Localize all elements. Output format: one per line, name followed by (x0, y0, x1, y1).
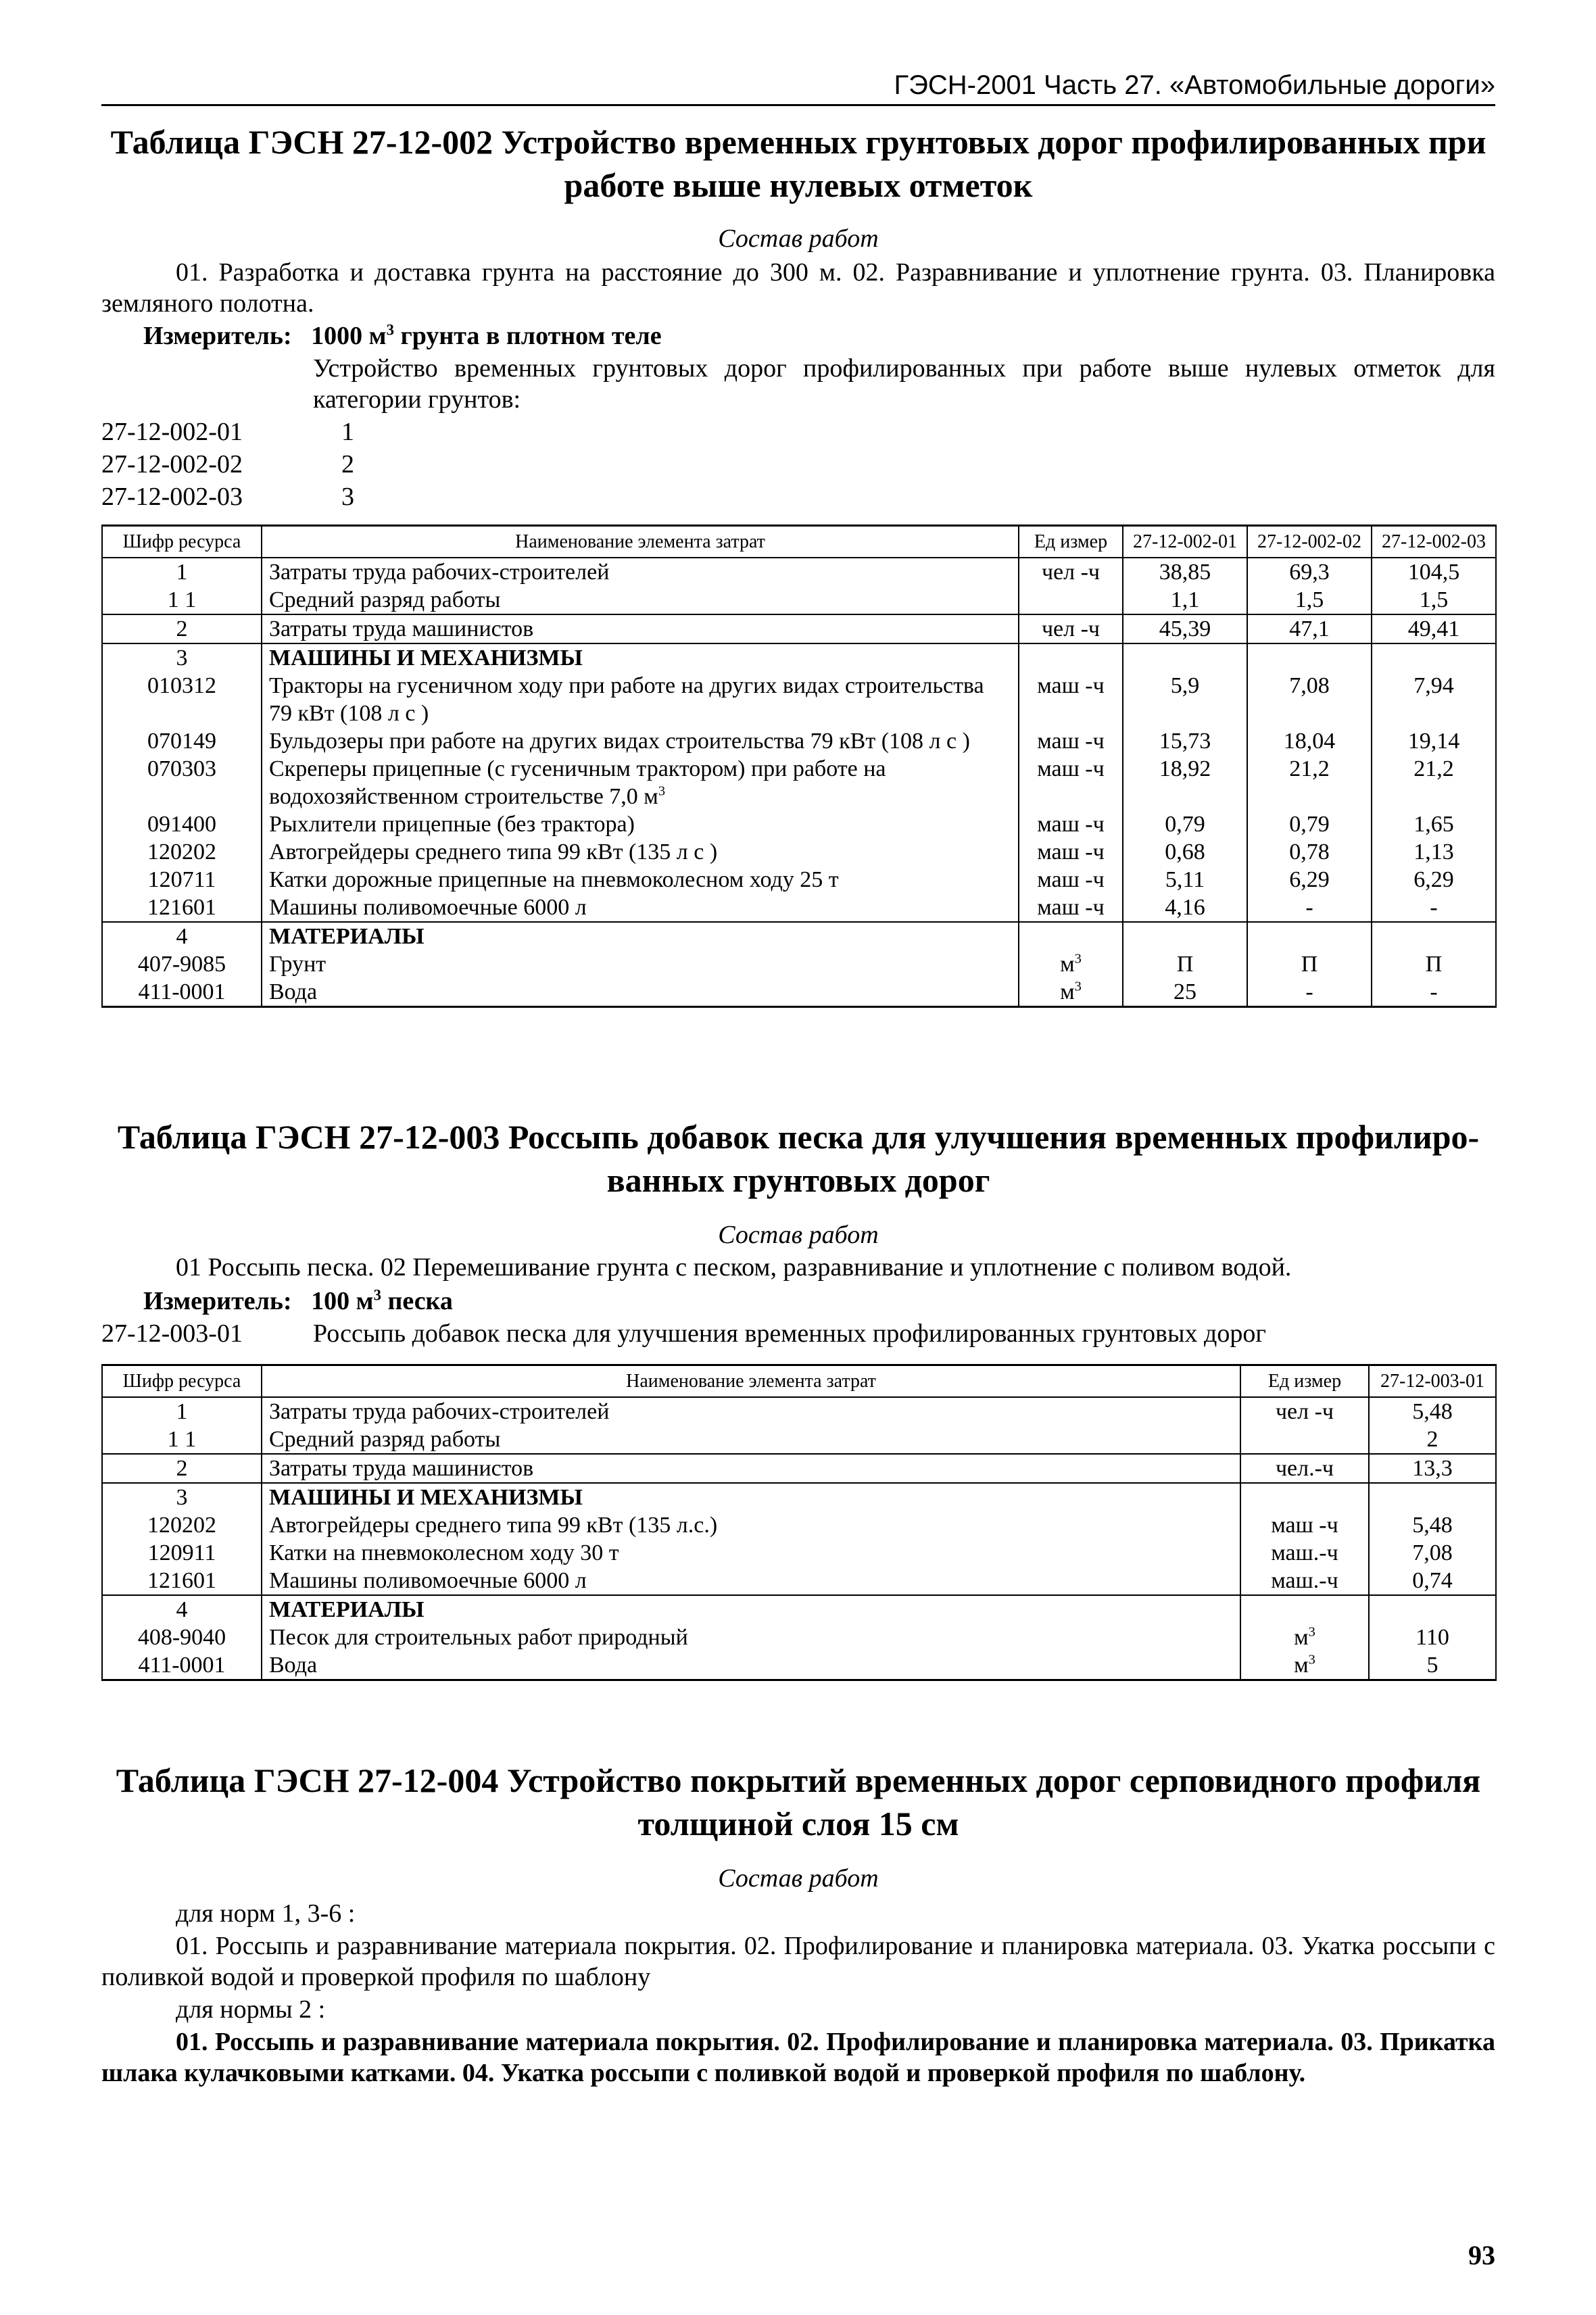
resource-name: Затраты труда рабочих-строителей (262, 558, 1019, 586)
resource-unit (1240, 1651, 1369, 1680)
value-norm-1: 45,39 (1123, 614, 1247, 643)
table-004-work-heading: Состав работ (718, 1864, 879, 1893)
unit-superscript: 3 (1308, 1624, 1315, 1640)
table-004-work-text-b: 01. Россыпь и разравнивание материала покрытия. 02. Профилирование и планировка материала. 03. Прикатка шлака кулачковыми катками. 04. Укатка россыпи с поливкой водой и проверкой профиля по шаблону. (101, 2028, 1495, 2087)
resource-code: 2 (102, 1454, 262, 1483)
value-norm-1: 5,9 (1123, 672, 1247, 727)
resource-code: 120911 (102, 1539, 262, 1567)
resource-code: 2 (102, 614, 262, 643)
value-norm-3: 7,94 (1372, 672, 1496, 727)
resource-code: 010312 (102, 672, 262, 727)
table-row (102, 866, 1496, 894)
value-norm-1: 1,1 (1123, 586, 1247, 614)
value-norm-2: - (1247, 978, 1372, 1007)
value-norm-1: 0,79 (1123, 810, 1247, 838)
value-norm-3: - (1372, 894, 1496, 922)
norm-code-line (101, 416, 243, 447)
resource-code: 407-9085 (102, 950, 262, 978)
col-header-norm-1: 27-12-003-01 (1369, 1365, 1496, 1398)
unit-text: м (1294, 1653, 1309, 1678)
section-title: МАТЕРИАЛЫ (262, 922, 1019, 950)
resource-code: 070149 (102, 727, 262, 755)
value-norm-2: 47,1 (1247, 614, 1372, 643)
table-002-title (101, 120, 1495, 207)
col-header-code: Шифр ресурса (102, 1365, 262, 1398)
norm-code-line (101, 481, 243, 512)
section-title: МАШИНЫ И МЕХАНИЗМЫ (262, 1483, 1240, 1511)
col-header-norm-3: 27-12-002-03 (1372, 526, 1496, 558)
measure-value: 1000 м (311, 322, 387, 350)
section-code: 4 (102, 922, 262, 950)
resource-unit: маш -ч (1019, 810, 1123, 838)
value-norm-3: 104,5 (1372, 558, 1496, 586)
value-norm-1: 110 (1369, 1624, 1496, 1651)
resource-table-003 (101, 1364, 1497, 1681)
measure-sup: 3 (386, 321, 394, 339)
resource-code: 091400 (102, 810, 262, 838)
value-norm-3: 1,5 (1372, 586, 1496, 614)
col-header-norm-1: 27-12-002-01 (1123, 526, 1247, 558)
table-row (102, 1511, 1496, 1539)
resource-code: 1 (102, 558, 262, 586)
value-norm-3: 1,13 (1372, 838, 1496, 866)
resource-name: Средний разряд работы (262, 586, 1019, 614)
resource-unit: маш.-ч (1240, 1539, 1369, 1567)
resource-code: 120202 (102, 1511, 262, 1539)
value-norm-1: 2 (1369, 1425, 1496, 1454)
table-003-title-line1: Таблица ГЭСН 27-12-003 Россыпь добавок песка для улучшения временных профилиро- (117, 1118, 1480, 1156)
resource-code: 121601 (102, 1567, 262, 1595)
norm-code: 27-12-002-03 (101, 483, 243, 511)
value-norm-2: 21,2 (1247, 755, 1372, 810)
resource-unit: чел -ч (1019, 558, 1123, 586)
value-norm-2: - (1247, 894, 1372, 922)
table-003-work-heading: Состав работ (718, 1221, 879, 1249)
table-row (102, 727, 1496, 755)
resource-unit: маш -ч (1019, 838, 1123, 866)
table-002-description: Устройство временных грунтовых дорог профилированных при работе выше нулевых отметок для категории грунтов: (313, 354, 1495, 414)
value-norm-1: 13,3 (1369, 1454, 1496, 1483)
table-header-row (102, 526, 1496, 558)
norm-code: 27-12-002-02 (101, 450, 243, 479)
value-norm-3: 1,65 (1372, 810, 1496, 838)
table-row (102, 1624, 1496, 1651)
measure-tail: грунта в плотном теле (393, 322, 662, 350)
resource-code: 121601 (102, 894, 262, 922)
measure-value: 100 м (311, 1287, 374, 1315)
resource-name: Бульдозеры при работе на других видах строительства 79 кВт (108 л с ) (262, 727, 1019, 755)
resource-unit: маш -ч (1019, 727, 1123, 755)
value-norm-3: 49,41 (1372, 614, 1496, 643)
table-row (102, 838, 1496, 866)
value-norm-1: 5,48 (1369, 1397, 1496, 1425)
table-002-measure (143, 320, 662, 351)
table-004-work-text-a: 01. Россыпь и разравнивание материала покрытия. 02. Профилирование и планировка материала. 03. Укатка россыпи с поливкой водой и проверкой профиля по шаблону (101, 1932, 1495, 1991)
norm-code-line (101, 449, 243, 480)
table-row (102, 1539, 1496, 1567)
table-row (102, 1567, 1496, 1595)
section-row-machines (102, 1483, 1496, 1511)
resource-name: Рыхлители прицепные (без трактора) (262, 810, 1019, 838)
resource-code: 1 (102, 1397, 262, 1425)
resource-name: Машины поливомоечные 6000 л (262, 1567, 1240, 1595)
col-header-unit: Ед измер (1240, 1365, 1369, 1398)
resource-name: Затраты труда рабочих-строителей (262, 1397, 1240, 1425)
value-norm-3: 19,14 (1372, 727, 1496, 755)
table-002-title-line2: работе выше нулевых отметок (564, 166, 1033, 204)
table-003-work-text: 01 Россыпь песка. 02 Перемешивание грунта с песком, разравнивание и уплотнение с поливом водой. (176, 1253, 1292, 1282)
table-004-norms-label-b: для нормы 2 : (176, 1995, 326, 2024)
value-norm-1: 4,16 (1123, 894, 1247, 922)
value-norm-1: 15,73 (1123, 727, 1247, 755)
resource-unit: маш -ч (1019, 866, 1123, 894)
resource-unit: маш -ч (1019, 672, 1123, 727)
section-title: МАШИНЫ И МЕХАНИЗМЫ (262, 643, 1019, 672)
norm-category: 2 (341, 450, 354, 479)
table-row (102, 978, 1496, 1007)
resource-name: Средний разряд работы (262, 1425, 1240, 1454)
resource-code: 408-9040 (102, 1624, 262, 1651)
table-004-title (101, 1759, 1495, 1845)
value-norm-1: 5,11 (1123, 866, 1247, 894)
measure-tail: песка (381, 1287, 453, 1315)
table-002-title-line1: Таблица ГЭСН 27-12-002 Устройство временных грунтовых дорог профилированных при (110, 123, 1486, 161)
unit-superscript: 3 (1074, 951, 1082, 967)
resource-name: Песок для строительных работ природный (262, 1624, 1240, 1651)
table-004-title-line2: толщиной слоя 15 см (637, 1805, 959, 1843)
table-row (102, 755, 1496, 810)
resource-name: Катки дорожные прицепные на пневмоколесном ходу 25 т (262, 866, 1019, 894)
value-norm-3: - (1372, 978, 1496, 1007)
table-004-title-line1: Таблица ГЭСН 27-12-004 Устройство покрытий временных дорог серповидного профиля (116, 1761, 1481, 1799)
resource-code: 411-0001 (102, 978, 262, 1007)
value-norm-2: 7,08 (1247, 672, 1372, 727)
table-row (102, 894, 1496, 922)
table-row (102, 586, 1496, 614)
resource-unit (1240, 1425, 1369, 1454)
norm-description: Россыпь добавок песка для улучшения временных профилированных грунтовых дорог (313, 1319, 1266, 1348)
norm-category: 3 (341, 483, 354, 511)
table-003-title-line2: ванных грунтовых дорог (606, 1161, 990, 1199)
resource-name: Вода (262, 978, 1019, 1007)
section-row-machines (102, 643, 1496, 672)
value-norm-2: П (1247, 950, 1372, 978)
section-title: МАТЕРИАЛЫ (262, 1595, 1240, 1624)
resource-name-text: Скреперы прицепные (с гусеничным трактором) при работе на водохозяйственном строительстве 7,0 м (269, 756, 886, 809)
table-003-measure (143, 1286, 453, 1317)
resource-name: Машины поливомоечные 6000 л (262, 894, 1019, 922)
table-002-work-text: 01. Разработка и доставка грунта на расстояние до 300 м. 02. Разравнивание и уплотнение грунта. 03. Планировка земляного полотна. (101, 258, 1495, 318)
resource-unit (1240, 1624, 1369, 1651)
col-header-name: Наименование элемента затрат (262, 1365, 1240, 1398)
resource-name: Грунт (262, 950, 1019, 978)
table-row (102, 1454, 1496, 1483)
resource-code: 1 1 (102, 1425, 262, 1454)
resource-code: 070303 (102, 755, 262, 810)
unit-superscript: 3 (658, 783, 666, 799)
section-row-materials (102, 1595, 1496, 1624)
value-norm-1: 38,85 (1123, 558, 1247, 586)
table-004-norms-label-a: для норм 1, 3-6 : (176, 1899, 356, 1928)
resource-table-002 (101, 525, 1497, 1008)
resource-unit: чел.-ч (1240, 1454, 1369, 1483)
resource-code: 1 1 (102, 586, 262, 614)
table-row (102, 1651, 1496, 1680)
resource-unit: маш -ч (1240, 1511, 1369, 1539)
resource-unit (1019, 978, 1123, 1007)
measure-sup: 3 (373, 1286, 381, 1304)
running-header: ГЭСН-2001 Часть 27. «Автомобильные дороги» (101, 68, 1495, 106)
resource-unit (1019, 950, 1123, 978)
table-row (102, 950, 1496, 978)
resource-name: Вода (262, 1651, 1240, 1680)
value-norm-3: 21,2 (1372, 755, 1496, 810)
resource-unit: маш -ч (1019, 894, 1123, 922)
table-row (102, 672, 1496, 727)
value-norm-3: 6,29 (1372, 866, 1496, 894)
measure-label: Измеритель: (143, 1287, 292, 1315)
table-003-title (101, 1115, 1495, 1202)
resource-name: Затраты труда машинистов (262, 1454, 1240, 1483)
resource-code: 120202 (102, 838, 262, 866)
resource-name: Тракторы на гусеничном ходу при работе на других видах строительства 79 кВт (108 л с ) (262, 672, 1019, 727)
value-norm-2: 18,04 (1247, 727, 1372, 755)
norm-code: 27-12-003-01 (101, 1319, 243, 1348)
resource-unit: чел -ч (1019, 614, 1123, 643)
value-norm-2: 0,79 (1247, 810, 1372, 838)
value-norm-1: 5 (1369, 1651, 1496, 1680)
resource-name (262, 755, 1019, 810)
unit-text: м (1060, 979, 1075, 1004)
value-norm-1: 0,74 (1369, 1567, 1496, 1595)
resource-name: Затраты труда машинистов (262, 614, 1019, 643)
unit-superscript: 3 (1308, 1652, 1315, 1667)
resource-code: 411-0001 (102, 1651, 262, 1680)
value-norm-1: П (1123, 950, 1247, 978)
section-row-materials (102, 922, 1496, 950)
value-norm-1: 0,68 (1123, 838, 1247, 866)
resource-unit (1019, 586, 1123, 614)
norm-code: 27-12-002-01 (101, 418, 243, 446)
unit-text: м (1294, 1625, 1309, 1650)
col-header-code: Шифр ресурса (102, 526, 262, 558)
value-norm-2: 1,5 (1247, 586, 1372, 614)
value-norm-2: 69,3 (1247, 558, 1372, 586)
page-number: 93 (1468, 2240, 1495, 2270)
section-code: 4 (102, 1595, 262, 1624)
col-header-name: Наименование элемента затрат (262, 526, 1019, 558)
resource-name: Автогрейдеры среднего типа 99 кВт (135 л с ) (262, 838, 1019, 866)
resource-name: Катки на пневмоколесном ходу 30 т (262, 1539, 1240, 1567)
value-norm-2: 0,78 (1247, 838, 1372, 866)
table-header-row (102, 1365, 1496, 1398)
value-norm-1: 7,08 (1369, 1539, 1496, 1567)
section-code: 3 (102, 1483, 262, 1511)
value-norm-2: 6,29 (1247, 866, 1372, 894)
value-norm-1: 25 (1123, 978, 1247, 1007)
table-row (102, 614, 1496, 643)
unit-text: м (1060, 952, 1075, 977)
value-norm-1: 5,48 (1369, 1511, 1496, 1539)
table-row (102, 1425, 1496, 1454)
col-header-unit: Ед измер (1019, 526, 1123, 558)
table-row (102, 558, 1496, 586)
measure-label: Измеритель: (143, 322, 292, 350)
norm-category: 1 (341, 418, 354, 446)
col-header-norm-2: 27-12-002-02 (1247, 526, 1372, 558)
unit-superscript: 3 (1074, 979, 1082, 994)
resource-unit: чел -ч (1240, 1397, 1369, 1425)
resource-unit: маш.-ч (1240, 1567, 1369, 1595)
value-norm-1: 18,92 (1123, 755, 1247, 810)
resource-code: 120711 (102, 866, 262, 894)
resource-name: Автогрейдеры среднего типа 99 кВт (135 л.с.) (262, 1511, 1240, 1539)
section-code: 3 (102, 643, 262, 672)
resource-unit: маш -ч (1019, 755, 1123, 810)
table-002-work-heading: Состав работ (718, 224, 879, 253)
table-row (102, 810, 1496, 838)
table-row (102, 1397, 1496, 1425)
value-norm-3: П (1372, 950, 1496, 978)
